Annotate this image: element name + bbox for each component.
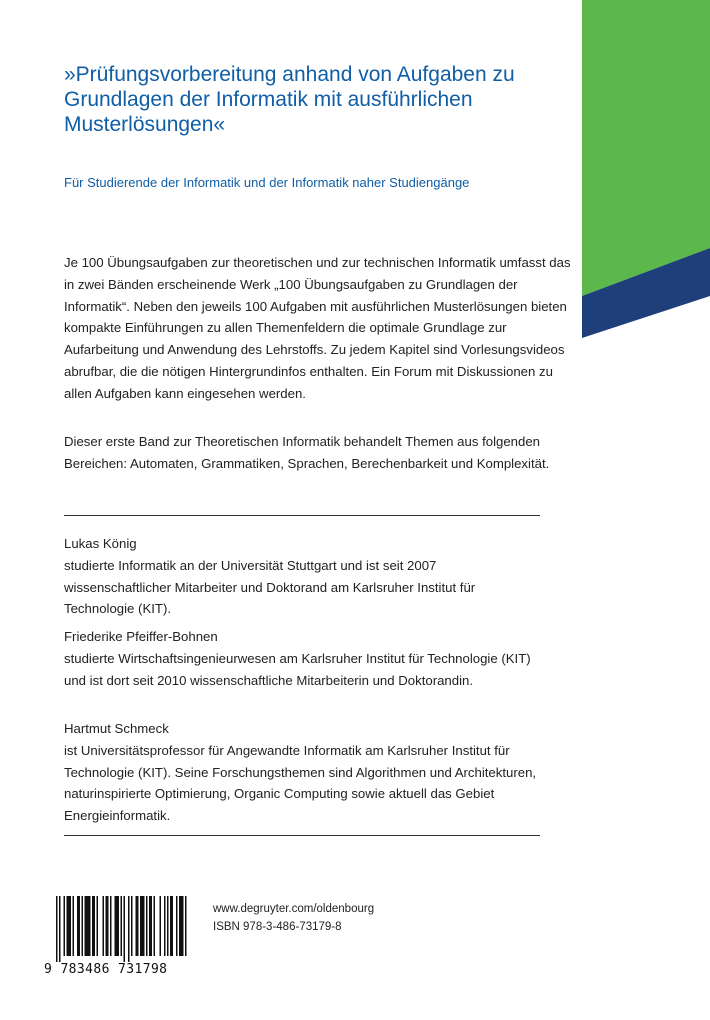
publisher-url: www.degruyter.com/oldenbourg xyxy=(213,903,375,915)
barcode-bar xyxy=(124,896,126,962)
barcode xyxy=(52,896,192,968)
isbn: ISBN 978-3-486-73179-8 xyxy=(213,921,342,933)
book-subtitle: Für Studierende der Informatik und der Informatik naher Studiengänge xyxy=(64,175,470,190)
barcode-bar xyxy=(56,896,58,962)
barcode-bar xyxy=(154,896,156,956)
barcode-bar xyxy=(164,896,166,956)
barcode-bar xyxy=(92,896,95,956)
barcode-bar xyxy=(185,896,187,956)
barcode-bar xyxy=(82,896,84,956)
barcode-bar xyxy=(128,896,130,962)
barcode-bar xyxy=(103,896,105,956)
barcode-bar xyxy=(170,896,173,956)
barcode-bar xyxy=(59,896,61,962)
green-band xyxy=(582,0,710,296)
divider xyxy=(64,515,540,516)
barcode-bar xyxy=(131,896,133,956)
barcode-bar xyxy=(106,896,109,956)
barcode-bar xyxy=(136,896,139,956)
author-bio: studierte Informatik an der Universität Stuttgart und ist seit 2007 wissenschaftlicher Mitarbeiter und Doktorand am Karlsruher Institut für Technologie (KIT). xyxy=(64,557,476,617)
author-bio: ist Universitätsprofessor für Angewandte Informatik am Karlsruher Institut für Technologie (KIT). Seine Forschungsthemen sind Algorithmen und Architekturen, naturinspirierte Optimierung, Organic Computing sowie aktuell das Gebiet Energieinformatik. xyxy=(64,742,537,824)
barcode-bar xyxy=(167,896,169,956)
barcode-bar xyxy=(64,896,66,956)
author-block xyxy=(64,533,544,620)
barcode-bar xyxy=(73,896,75,956)
barcode-bar xyxy=(121,896,123,956)
barcode-bar xyxy=(115,896,120,956)
barcode-bar xyxy=(97,896,99,956)
publisher-info xyxy=(213,900,374,936)
author-name: Friederike Pfeiffer-Bohnen xyxy=(64,629,218,644)
barcode-bar xyxy=(110,896,112,956)
barcode-bar xyxy=(140,896,145,956)
barcode-bar xyxy=(67,896,72,956)
book-title: »Prüfungsvorbereitung anhand von Aufgaben zu Grundlagen der Informatik mit ausführlichen Musterlösungen« xyxy=(64,63,515,136)
author-block xyxy=(64,626,544,691)
accent-band-graphic xyxy=(582,0,710,360)
barcode-bar xyxy=(176,896,178,956)
author-block xyxy=(64,718,544,827)
author-bio: studierte Wirtschaftsingenieurwesen am Karlsruher Institut für Technologie (KIT) und ist dort seit 2010 wissenschaftliche Mitarbeiterin und Doktorandin. xyxy=(64,650,531,688)
author-name: Hartmut Schmeck xyxy=(64,721,169,736)
description-paragraph: Dieser erste Band zur Theoretischen Informatik behandelt Themen aus folgenden Bereichen: Automaten, Grammatiken, Sprachen, Berechenbarkeit und Komplexität. xyxy=(64,434,550,471)
description-paragraph: Je 100 Übungsaufgaben zur theoretischen und zur technischen Informatik umfasst das in zwei Bänden erscheinende Werk „100 Übungsaufgaben zu Grundlagen der Informatik“. Neben den jeweils 100 Aufgaben mit ausführlichen Musterlösungen bieten kompakte Einführungen zu allen Themenfeldern die optimale Grundlage zur Aufarbeitung und Anwendung des Lehrstoffs. Zu jedem Kapitel sind Vorlesungsvideos abrufbar, die die nötigen Hintergrundinfos enthalten. Ein Forum mit Diskussionen zu allen Aufgaben kann eingesehen werden. xyxy=(64,255,571,401)
barcode-bar xyxy=(77,896,80,956)
barcode-bar xyxy=(146,896,148,956)
barcode-number: 9 783486 731798 xyxy=(44,962,168,977)
barcode-bar xyxy=(149,896,152,956)
divider xyxy=(64,835,540,836)
barcode-bars xyxy=(52,896,192,968)
barcode-bar xyxy=(85,896,91,956)
cover-accent-band xyxy=(582,0,710,360)
barcode-bar xyxy=(179,896,184,956)
author-name: Lukas König xyxy=(64,536,137,551)
barcode-bar xyxy=(160,896,162,956)
